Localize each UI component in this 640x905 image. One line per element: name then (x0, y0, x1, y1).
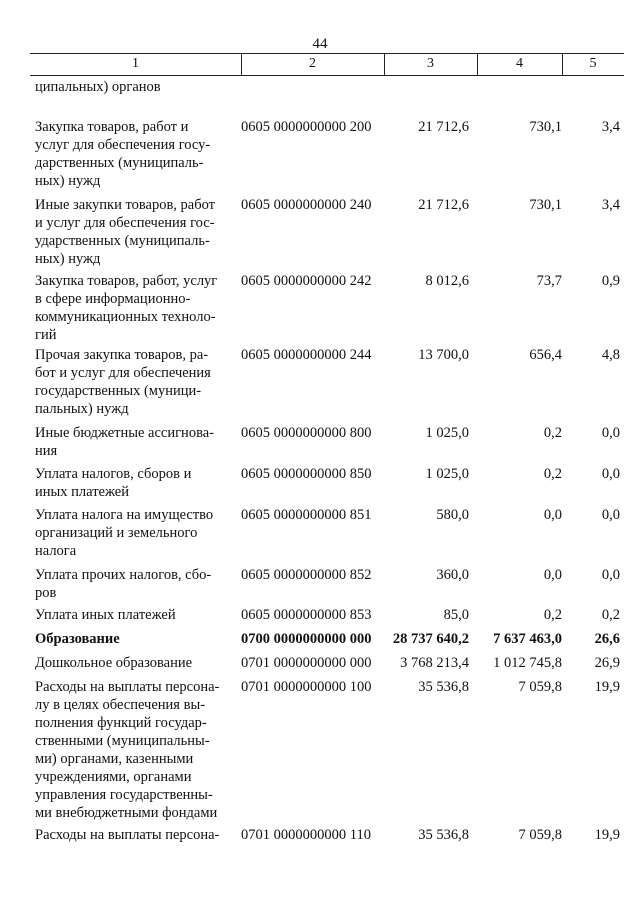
row-name (35, 678, 235, 822)
row-name-line: коммуникационных техноло- (35, 309, 216, 325)
row-code: 0605 0000000000 852 (241, 567, 372, 583)
row-name (35, 606, 235, 624)
row-name-line: Расходы на выплаты персона- (35, 827, 220, 843)
row-name-line: Образование (35, 631, 120, 647)
column-divider (477, 53, 478, 75)
row-name (35, 196, 235, 268)
row-value-3: 580,0 (436, 507, 469, 523)
continuation-text: ципальных) органов (35, 79, 161, 95)
row-value-3: 8 012,6 (425, 273, 469, 289)
row-name (35, 566, 235, 602)
row-code: 0605 0000000000 851 (241, 507, 372, 523)
row-value-5: 0,9 (601, 273, 620, 289)
row-name-line: Уплата налога на имущество (35, 507, 214, 523)
row-value-5: 26,9 (594, 655, 620, 671)
row-value-4: 0,0 (543, 507, 562, 523)
row-value-5: 0,0 (601, 507, 620, 523)
row-value-3: 1 025,0 (425, 425, 469, 441)
row-value-3: 1 025,0 (425, 466, 469, 482)
row-value-4: 0,2 (543, 607, 562, 623)
row-name-line: ударственных (муниципаль- (35, 233, 210, 249)
row-value-3: 35 536,8 (418, 679, 469, 695)
row-name-line: ров (35, 585, 57, 601)
row-value-5: 0,2 (601, 607, 620, 623)
row-value-5: 3,4 (601, 197, 620, 213)
column-header-1: 1 (132, 56, 139, 71)
row-code: 0605 0000000000 240 (241, 197, 372, 213)
row-code: 0701 0000000000 100 (241, 679, 372, 695)
row-value-5: 0,0 (601, 466, 620, 482)
column-header-5: 5 (589, 56, 597, 71)
row-name-line: и услуг для обеспечения гос- (35, 215, 215, 231)
row-name (35, 118, 235, 190)
row-name (35, 826, 235, 844)
row-name-line: ния (35, 443, 58, 459)
row-code: 0605 0000000000 853 (241, 607, 372, 623)
row-name-line: государственных (муници- (35, 383, 202, 399)
row-name-line: учреждениями, органами (35, 769, 192, 785)
row-name-line: бот и услуг для обеспечения (35, 365, 211, 381)
row-name (35, 346, 235, 418)
row-value-3: 21 712,6 (418, 119, 469, 135)
row-name-line: ми) органами, казенными (35, 751, 194, 767)
row-name-line: организаций и земельного (35, 525, 198, 541)
row-value-3: 35 536,8 (418, 827, 469, 843)
row-name-line: ственными (муниципальны- (35, 733, 210, 749)
column-divider (241, 53, 242, 75)
row-value-3: 3 768 213,4 (400, 655, 469, 671)
row-name-line: Иные бюджетные ассигнова- (35, 425, 214, 441)
row-code: 0701 0000000000 000 (241, 655, 372, 671)
row-value-4: 730,1 (529, 197, 562, 213)
row-value-3: 21 712,6 (418, 197, 469, 213)
row-value-5: 19,9 (594, 679, 620, 695)
row-name (35, 506, 235, 560)
column-header-4: 4 (516, 56, 523, 71)
row-value-4: 7 637 463,0 (493, 631, 562, 647)
column-header-2: 2 (309, 56, 316, 71)
row-value-4: 0,2 (543, 466, 562, 482)
row-value-3: 360,0 (436, 567, 469, 583)
row-name-line: иных платежей (35, 484, 129, 500)
row-value-5: 0,0 (601, 567, 620, 583)
row-value-3: 13 700,0 (418, 347, 469, 363)
row-name-line: ми внебюджетными фондами (35, 805, 218, 821)
column-divider (562, 53, 563, 75)
row-name-line: Дошкольное образование (35, 655, 193, 671)
row-value-4: 730,1 (529, 119, 562, 135)
row-code: 0701 0000000000 110 (241, 827, 371, 843)
row-name-line: Закупка товаров, работ и (35, 119, 189, 135)
row-name-line: управления государственны- (35, 787, 213, 803)
row-name-line: Уплата прочих налогов, сбо- (35, 567, 212, 583)
row-code: 0700 0000000000 000 (241, 631, 372, 647)
row-name-line: полнения функций государ- (35, 715, 207, 731)
row-value-5: 3,4 (601, 119, 620, 135)
row-code: 0605 0000000000 244 (241, 347, 372, 363)
row-name (35, 630, 235, 648)
row-name-line: Закупка товаров, работ, услуг (35, 273, 218, 289)
row-value-5: 26,6 (594, 631, 620, 647)
row-name-line: дарственных (муниципаль- (35, 155, 204, 171)
row-value-4: 0,0 (543, 567, 562, 583)
row-name-line: в сфере информационно- (35, 291, 191, 307)
row-name-line: Уплата иных платежей (35, 607, 176, 623)
row-value-4: 0,2 (543, 425, 562, 441)
column-header-3: 3 (427, 56, 434, 71)
row-code: 0605 0000000000 242 (241, 273, 372, 289)
row-name (35, 465, 235, 501)
row-value-4: 1 012 745,8 (493, 655, 562, 671)
row-value-5: 19,9 (594, 827, 620, 843)
row-name-line: Иные закупки товаров, работ (35, 197, 216, 213)
row-name (35, 654, 235, 672)
row-name-line: Прочая закупка товаров, ра- (35, 347, 209, 363)
row-code: 0605 0000000000 800 (241, 425, 372, 441)
row-value-3: 85,0 (443, 607, 469, 623)
row-value-3: 28 737 640,2 (392, 631, 469, 647)
row-value-4: 73,7 (536, 273, 562, 289)
row-name-line: услуг для обеспечения госу- (35, 137, 211, 153)
row-name-line: ных) нужд (35, 251, 101, 267)
row-name-line: гий (35, 327, 57, 343)
row-name-line: пальных) нужд (35, 401, 129, 417)
row-name (35, 272, 235, 344)
page-number: 44 (312, 36, 328, 52)
row-code: 0605 0000000000 200 (241, 119, 372, 135)
row-name-line: Расходы на выплаты персона- (35, 679, 220, 695)
row-name-line: Уплата налогов, сборов и (35, 466, 192, 482)
row-name (35, 424, 235, 460)
row-name-line: ных) нужд (35, 173, 101, 189)
row-code: 0605 0000000000 850 (241, 466, 372, 482)
row-value-4: 7 059,8 (518, 679, 562, 695)
table-header (30, 53, 624, 76)
row-name-line: лу в целях обеспечения вы- (35, 697, 206, 713)
row-name-line: налога (35, 543, 77, 559)
row-value-5: 4,8 (601, 347, 620, 363)
column-divider (384, 53, 385, 75)
row-value-5: 0,0 (601, 425, 620, 441)
row-value-4: 656,4 (529, 347, 562, 363)
row-value-4: 7 059,8 (518, 827, 562, 843)
